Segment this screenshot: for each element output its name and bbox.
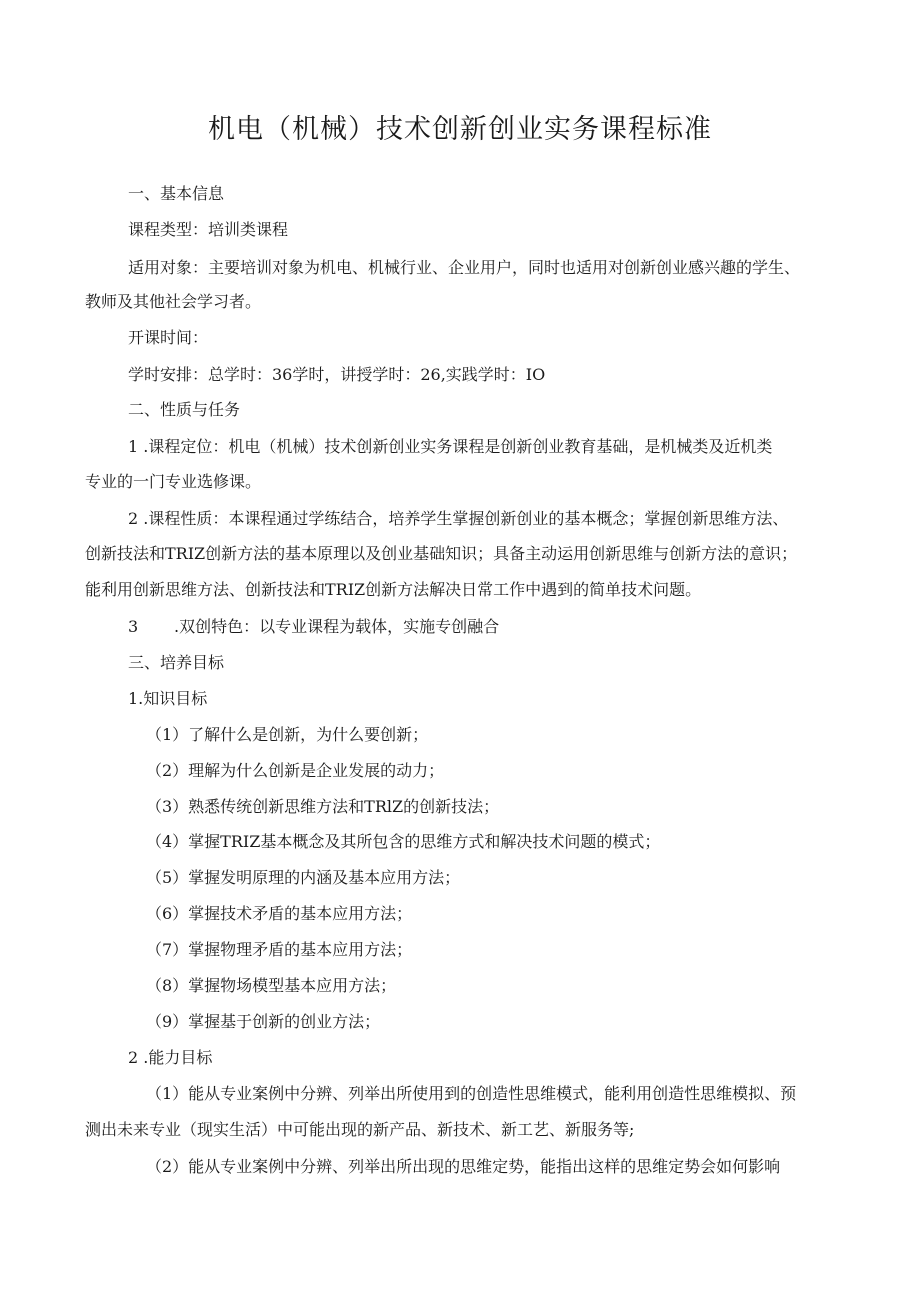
knowledge-item-7: （7）掌握物理矛盾的基本应用方法； — [146, 940, 413, 959]
knowledge-item-2: （2）理解为什么创新是企业发展的动力； — [146, 761, 445, 780]
nature-line-3: 能利用创新思维方法、创新技法和TRIZ创新方法解决日常工作中遇到的简单技术问题。 — [85, 580, 702, 599]
ability-heading: 2 .能力目标 — [128, 1048, 213, 1067]
knowledge-item-4: （4）掌握TRIZ基本概念及其所包含的思维方式和解决技术问题的模式； — [146, 832, 661, 851]
section-heading-nature-tasks: 二、性质与任务 — [128, 400, 241, 419]
audience-line-1: 适用对象：主要培训对象为机电、机械行业、企业用户，同时也适用对创新创业感兴趣的学生、 — [128, 258, 801, 277]
knowledge-item-3: （3）熟悉传统创新思维方法和TRlZ的创新技法； — [146, 797, 500, 816]
audience-line-2: 教师及其他社会学习者。 — [85, 292, 262, 311]
ability-item-2-line-1: （2）能从专业案例中分辨、列举出所出现的思维定势，能指出这样的思维定势会如何影响 — [146, 1157, 781, 1176]
positioning-line-1: 1 .课程定位：机电（机械）技术创新创业实务课程是创新创业教育基础，是机械类及近机类 — [128, 437, 773, 456]
hours-arrangement: 学时安排：总学时：36学时，讲授学时：26,实践学时：IO — [128, 365, 546, 384]
ability-item-1-line-1: （1）能从专业案例中分辨、列举出所使用到的创造性思维模式，能利用创造性思维模拟、预 — [146, 1084, 797, 1103]
knowledge-heading: 1.知识目标 — [128, 689, 208, 708]
knowledge-item-1: （1）了解什么是创新，为什么要创新； — [146, 725, 429, 744]
knowledge-item-8: （8）掌握物场模型基本应用方法； — [146, 976, 397, 995]
knowledge-item-9: （9）掌握基于创新的创业方法； — [146, 1012, 381, 1031]
start-time: 开课时间： — [128, 328, 209, 347]
ability-item-1-line-2: 测出未来专业（现实生活）中可能出现的新产品、新技术、新工艺、新服务等; — [85, 1120, 635, 1139]
page-title: 机电（机械）技术创新创业实务课程标准 — [208, 114, 712, 145]
feature-number: 3 — [128, 617, 139, 636]
section-heading-basic-info: 一、基本信息 — [128, 184, 225, 203]
feature-line — [128, 615, 499, 639]
knowledge-item-6: （6）掌握技术矛盾的基本应用方法； — [146, 904, 413, 923]
nature-line-1: 2 .课程性质：本课程通过学练结合，培养学生掌握创新创业的基本概念；掌握创新思维方法、 — [128, 509, 789, 528]
nature-line-2: 创新技法和TRIZ创新方法的基本原理以及创业基础知识；具备主动运用创新思维与创新方法的意识； — [85, 544, 798, 563]
feature-text: .双创特色：以专业课程为载体，实施专创融合 — [174, 617, 500, 636]
knowledge-item-5: （5）掌握发明原理的内涵及基本应用方法； — [146, 868, 461, 887]
section-heading-objectives: 三、培养目标 — [128, 653, 225, 672]
course-type: 课程类型：培训类课程 — [128, 220, 289, 239]
positioning-line-2: 专业的一门专业选修课。 — [85, 472, 262, 491]
